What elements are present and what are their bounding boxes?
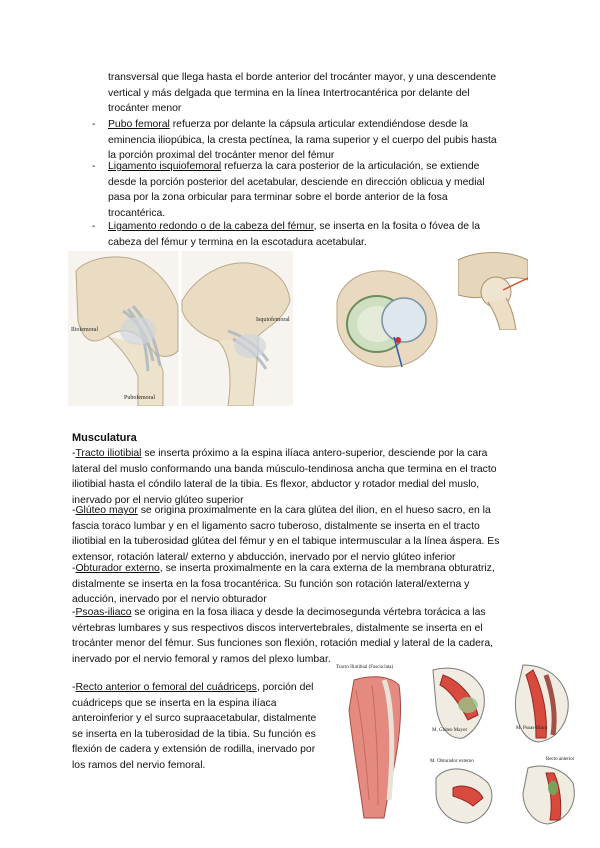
- muscle-name: Glúteo mayor: [75, 505, 138, 516]
- muscle-text: , porción del cuádriceps que se inserta en la espina ilíaca anteroinferior y el surco supraacetabular, distalmente se inserta en la tuberosidad de la tibia. Su función es flexión de cadera y extensión de rodilla, inervado por los ramos del nervio femoral.: [72, 682, 317, 771]
- label-gluteo-mayor: M. Glúteo Mayor: [432, 728, 468, 733]
- leg-muscles-figure: [334, 660, 429, 820]
- ligament-text: , se inserta en la fosita o fóvea de la cabeza del fémur y termina en la escotadura acetabular.: [108, 221, 481, 248]
- acetabulum-figure: [332, 262, 442, 372]
- ligament-name: Ligamento redondo o de la cabeza del fémur: [108, 221, 314, 232]
- gluteo-psoas-figure: [428, 660, 598, 746]
- muscle-obturador-externo: [72, 561, 502, 608]
- label-psoas-iliaco: M. Psoas-Iliaco: [516, 726, 548, 731]
- bullet-dash: -: [92, 161, 96, 172]
- bullet-dash: -: [92, 221, 96, 232]
- ligament-pubofemoral: [108, 117, 503, 164]
- femur-joint-figure: [458, 250, 528, 330]
- ligament-redondo: [108, 219, 503, 250]
- muscle-text: se origina en la fosa iliaca y desde la decimosegunda vértebra torácica a las vértebras lumbares y sus respectivos discos intervertebrales, distalmente se inserta en el trocánter menor del fémur. Sus funciones son flexión, rotación medial y lateral de la cadera, inervado por el nervio femoral y ramos del plexo lumbar.: [72, 607, 494, 665]
- ligament-text: refuerza por delante la cápsula articular extendiéndose desde la eminencia iliopúbica, la cresta pectínea, la rama superior y el cuerpo del pubis hasta la porción proximal del trocánter menor del fémur: [108, 119, 497, 162]
- muscle-tracto-iliotibial: [72, 446, 502, 508]
- muscle-psoas-iliaco: [72, 605, 502, 667]
- label-isquiofemoral: Isquiofemoral: [256, 317, 290, 323]
- ligament-name: Ligamento isquiofemoral: [108, 161, 222, 172]
- bullet-dash: -: [92, 119, 96, 130]
- ligament-text: refuerza la cara posterior de la articulación, se extiende desde la porción posterior del acetabular, desciende en dirección oblicua y medial pasa por la zona orbicular para terminar sobre el borde anterior de la fosa trocantérica.: [108, 161, 485, 219]
- label-pubofemoral: Pubofemoral: [124, 395, 155, 401]
- muscle-prefix: -: [72, 563, 76, 574]
- label-iliofemoral: Iliofemoral: [71, 327, 98, 333]
- muscle-text: se origina proximalmente en la cara glútea del ilion, en el hueso sacro, en la fascia toraco lumbar y en el ligamento sacro tuberoso, distalmente se inserta en el tracto iliotibial en la tuberosidad glútea del fémur y en el tabique intermuscular a la línea áspera. Es extensor, rotación lateral/ externo y abducción, inervado por el nervio glúteo inferior: [72, 505, 500, 563]
- muscle-prefix: -: [72, 607, 76, 618]
- muscle-name: Tracto iliotibial: [75, 448, 142, 459]
- obturador-recto-figure: [428, 748, 598, 828]
- label-obturador-externo: M. Obturador externo: [430, 759, 474, 764]
- muscle-prefix: -: [72, 682, 76, 693]
- muscle-prefix: -: [72, 448, 76, 459]
- ligament-isquiofemoral: [108, 159, 503, 221]
- hip-ligaments-figure: [68, 251, 293, 406]
- muscle-name: Psoas-iliaco: [75, 607, 132, 618]
- musculatura-heading: Musculatura: [72, 432, 137, 444]
- muscle-gluteo-mayor: [72, 503, 502, 565]
- label-tracto-iliotibial: Tracto Iliotibial (Fascia lata): [336, 665, 394, 670]
- muscle-recto-anterior: [72, 680, 324, 774]
- intro-continuation: transversal que llega hasta el borde anterior del trocánter mayor, y una descendente vertical y más delgada que termina en la línea Intertrocantérica por delante del trocánter menor: [108, 72, 497, 115]
- muscle-name: Obturador externo: [75, 563, 160, 574]
- muscle-name: Recto anterior o femoral del cuádriceps: [75, 682, 257, 693]
- muscle-text: se inserta próximo a la espina ilíaca antero-superior, desciende por la cara lateral del muslo conformando una banda músculo-tendinosa ancha que termina en el tracto iliotibial hasta el cóndilo lateral de la tibia. Es flexor, abductor y rotador medial del muslo, inervado por el nervio glúteo superior: [72, 448, 497, 506]
- ligament-name: Pubo femoral: [108, 119, 170, 130]
- label-recto-anterior: Recto anterior: [546, 757, 575, 762]
- muscle-text: , se inserta proximalmente en la cara externa de la membrana obturatriz, distalmente se inserta en la fosa trocantérica. Su función son rotación lateral/externa y aducción, inervado por el nervio obturador: [72, 563, 495, 606]
- muscle-prefix: -: [72, 505, 76, 516]
